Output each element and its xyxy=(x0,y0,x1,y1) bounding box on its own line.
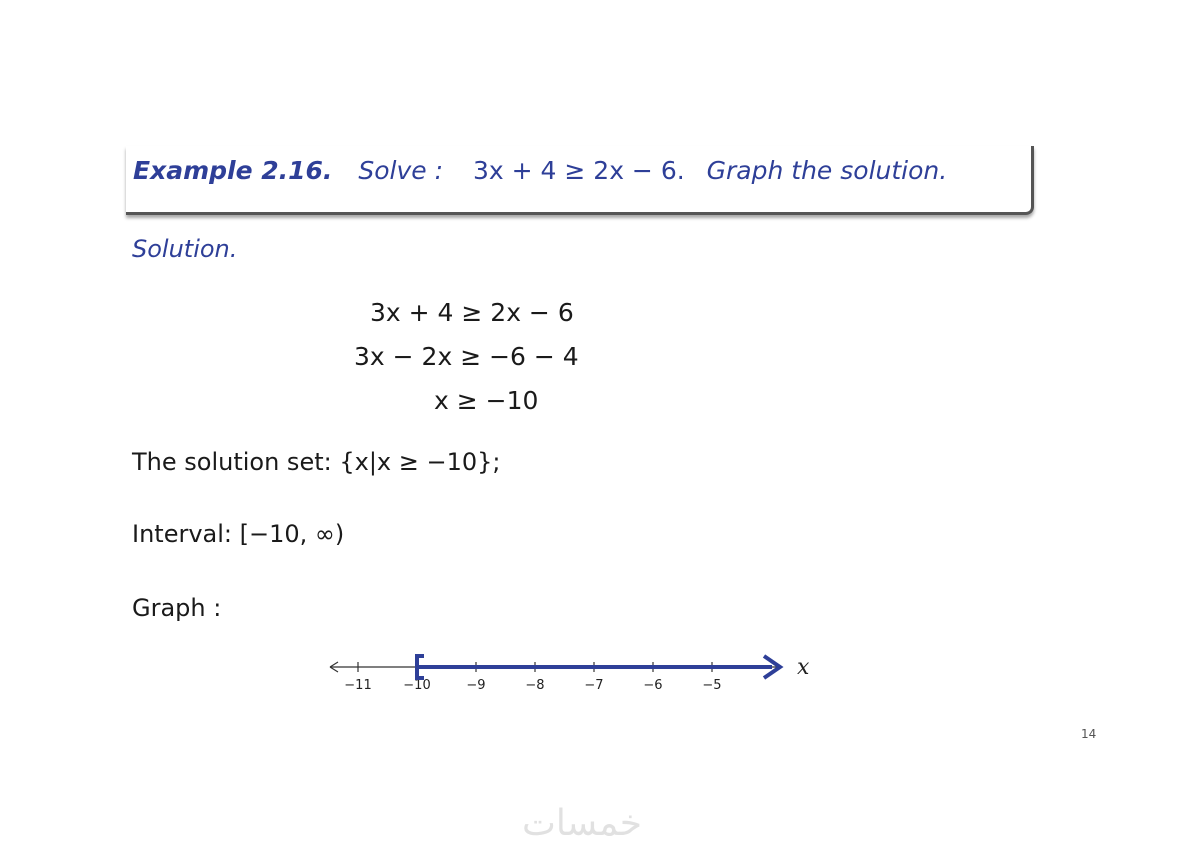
tick-label: −8 xyxy=(525,678,545,693)
axis-variable-label: x xyxy=(797,655,810,680)
tick-label: −10 xyxy=(403,678,431,693)
example-label: Example 2.16. xyxy=(133,156,333,185)
tick-label: −7 xyxy=(584,678,604,693)
solution-set-value: {x|x ≥ −10}; xyxy=(339,448,501,476)
tick-label: −6 xyxy=(643,678,663,693)
tick-label: −5 xyxy=(702,678,722,693)
step-3: x ≥ −10 xyxy=(434,386,539,415)
tick-label: −9 xyxy=(466,678,486,693)
solve-label: Solve : xyxy=(358,156,444,185)
step-2: 3x − 2x ≥ −6 − 4 xyxy=(354,342,579,371)
interval-value: [−10, ∞) xyxy=(239,520,345,548)
tick-label: −11 xyxy=(344,678,372,693)
watermark-logo: خمسات xyxy=(522,803,643,844)
solution-label: Solution. xyxy=(132,235,238,263)
interval-label: Interval: xyxy=(132,520,232,548)
graph-label: Graph : xyxy=(132,594,222,622)
step-1: 3x + 4 ≥ 2x − 6 xyxy=(370,298,574,327)
solution-set-label: The solution set: xyxy=(132,448,332,476)
page-number: 14 xyxy=(1081,727,1097,741)
example-instruction: Graph the solution. xyxy=(706,156,948,185)
example-inequality: 3x + 4 ≥ 2x − 6. xyxy=(473,156,685,185)
